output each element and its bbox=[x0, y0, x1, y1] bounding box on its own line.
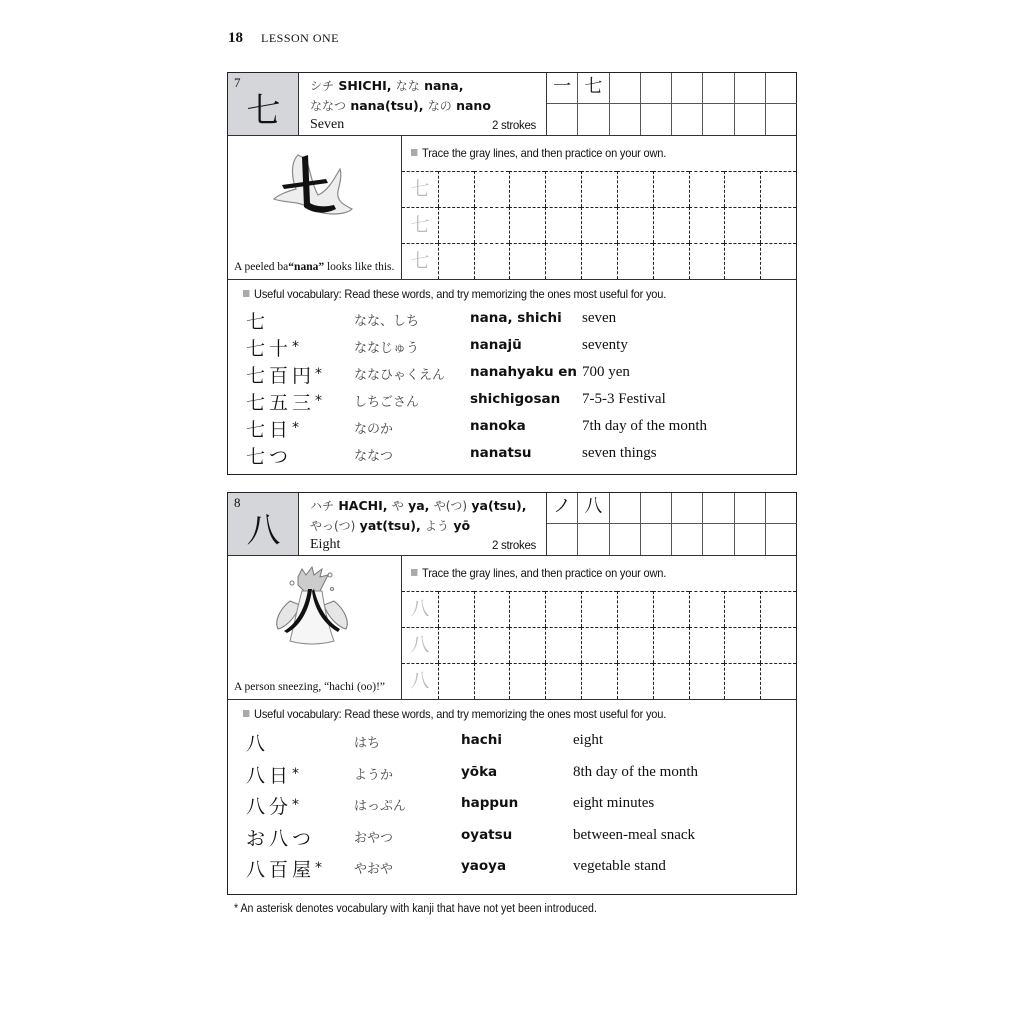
practice-cell[interactable] bbox=[689, 171, 725, 207]
readings bbox=[299, 73, 547, 135]
vocab-kanji-text: 八日 bbox=[246, 764, 293, 787]
practice-cell[interactable] bbox=[760, 207, 796, 243]
trace-cell[interactable]: 七 bbox=[402, 171, 438, 207]
reading-romaji: SHICHI, bbox=[338, 78, 392, 93]
reading-romaji: nana(tsu), bbox=[350, 98, 424, 113]
practice-cell[interactable] bbox=[474, 171, 510, 207]
reading-kana: や bbox=[391, 499, 404, 513]
reading-kana: なな bbox=[395, 79, 420, 93]
stroke-count: 2 strokes bbox=[492, 540, 536, 552]
practice-cell[interactable] bbox=[689, 627, 725, 663]
practice-cell[interactable] bbox=[545, 663, 581, 699]
caption-text: A person sneezing, “hachi (oo)!” bbox=[234, 681, 386, 693]
vocab-instruction bbox=[243, 287, 666, 301]
vocab-kanji-text: 七日 bbox=[246, 419, 293, 441]
stroke-cell bbox=[610, 493, 641, 524]
stroke-cell bbox=[766, 104, 797, 135]
vocab-kanji bbox=[246, 442, 292, 469]
practice-cell[interactable] bbox=[438, 663, 474, 699]
asterisk-mark: * bbox=[292, 765, 300, 782]
practice-cell[interactable] bbox=[760, 663, 796, 699]
kanji-character: 七 bbox=[246, 91, 281, 131]
practice-cell[interactable] bbox=[438, 627, 474, 663]
vocab-kanji bbox=[246, 855, 322, 882]
practice-cell[interactable] bbox=[689, 591, 725, 627]
practice-cell[interactable] bbox=[581, 243, 617, 279]
asterisk-mark: * bbox=[315, 366, 323, 382]
stroke-cell bbox=[547, 104, 578, 135]
instruction-text: Trace the gray lines, and then practice on your own. bbox=[422, 146, 667, 160]
vocab-row bbox=[246, 361, 786, 387]
stroke-cell bbox=[578, 524, 609, 555]
stroke-cell bbox=[672, 104, 703, 135]
stroke-cell bbox=[735, 104, 766, 135]
stroke-count: 2 strokes bbox=[492, 120, 536, 132]
stroke-order-grid bbox=[547, 493, 797, 555]
footnote: * An asterisk denotes vocabulary with kanji that have not yet been introduced. bbox=[234, 903, 597, 915]
vocab-romaji: nanoka bbox=[470, 418, 526, 434]
practice-cell[interactable] bbox=[617, 663, 653, 699]
practice-cell[interactable] bbox=[474, 243, 510, 279]
vocab-romaji: nana, shichi bbox=[470, 310, 562, 326]
bullet-square-icon bbox=[243, 290, 249, 297]
stroke-cell bbox=[578, 104, 609, 135]
practice-cell[interactable] bbox=[581, 171, 617, 207]
practice-cell[interactable] bbox=[724, 243, 760, 279]
vocab-row bbox=[246, 442, 786, 468]
reading-kana: や(つ) bbox=[433, 499, 468, 513]
stroke-cell: 七 bbox=[578, 73, 609, 104]
vocab-kana: しちごさん bbox=[354, 395, 420, 410]
practice-cell[interactable] bbox=[509, 171, 545, 207]
mnemonic-illustration bbox=[228, 135, 402, 279]
kanji-number: 8 bbox=[234, 495, 241, 510]
bullet-square-icon bbox=[411, 569, 417, 576]
kanji-cell bbox=[228, 493, 299, 555]
vocab-english: eight minutes bbox=[573, 795, 655, 811]
stroke-cell bbox=[766, 73, 797, 104]
vocab-kanji-text: 七 bbox=[246, 311, 270, 333]
vocab-kana: ななじゅう bbox=[354, 341, 420, 356]
kanji-character: 八 bbox=[246, 511, 281, 551]
vocab-kanji bbox=[246, 361, 322, 388]
caption-text: A peeled ba bbox=[234, 261, 289, 273]
practice-cell[interactable] bbox=[509, 591, 545, 627]
practice-cell[interactable] bbox=[689, 207, 725, 243]
reading-kana: ななつ bbox=[310, 99, 347, 113]
stroke-cell bbox=[703, 493, 734, 524]
vocab-kana: やおや bbox=[354, 862, 394, 877]
stroke-cell bbox=[641, 524, 672, 555]
practice-area bbox=[402, 135, 796, 279]
vocab-row bbox=[246, 415, 786, 441]
reading-romaji: ya(tsu), bbox=[471, 498, 527, 513]
stroke-cell: 一 bbox=[547, 73, 578, 104]
vocab-romaji: yaoya bbox=[461, 858, 507, 874]
kanji-card-seven bbox=[227, 72, 797, 475]
kanji-card-eight bbox=[227, 492, 797, 895]
stroke-cell bbox=[641, 493, 672, 524]
practice-cell[interactable] bbox=[653, 207, 689, 243]
practice-cell[interactable] bbox=[438, 243, 474, 279]
reading-line bbox=[310, 496, 546, 516]
reading-kana: やっ(つ) bbox=[310, 519, 356, 533]
vocab-english: 7th day of the month bbox=[582, 418, 707, 434]
card-header bbox=[228, 73, 796, 136]
trace-instruction bbox=[411, 146, 666, 160]
vocab-row bbox=[246, 792, 786, 818]
stroke-cell bbox=[641, 104, 672, 135]
vocab-romaji: nanahyaku en bbox=[470, 364, 578, 380]
practice-cell[interactable] bbox=[509, 627, 545, 663]
mnemonic-caption bbox=[234, 260, 395, 274]
vocab-english: 8th day of the month bbox=[573, 763, 698, 780]
practice-section bbox=[228, 135, 796, 280]
reading-romaji: HACHI, bbox=[338, 498, 388, 513]
practice-grid bbox=[402, 591, 796, 699]
practice-cell[interactable] bbox=[581, 663, 617, 699]
vocab-kanji-text: 七百円 bbox=[246, 365, 316, 387]
practice-cell[interactable] bbox=[438, 171, 474, 207]
page-number: 18 bbox=[228, 30, 243, 46]
trace-instruction bbox=[411, 566, 666, 580]
asterisk-mark: * bbox=[292, 339, 300, 355]
stroke-cell bbox=[735, 524, 766, 555]
vocab-kanji-text: 八分 bbox=[246, 796, 293, 818]
stroke-cell: ノ bbox=[547, 493, 578, 524]
practice-cell[interactable] bbox=[438, 207, 474, 243]
vocab-romaji: happun bbox=[461, 795, 519, 811]
trace-cell[interactable]: 八 bbox=[402, 591, 438, 627]
vocab-kanji-text: 八百屋 bbox=[246, 859, 316, 881]
trace-cell[interactable]: 八 bbox=[402, 663, 438, 699]
practice-cell[interactable] bbox=[474, 591, 510, 627]
reading-romaji: ya, bbox=[408, 498, 430, 513]
vocab-kanji bbox=[246, 334, 299, 361]
practice-area bbox=[402, 555, 796, 699]
vocab-kana: ようか bbox=[354, 767, 394, 783]
stroke-cell bbox=[672, 524, 703, 555]
practice-cell[interactable] bbox=[689, 243, 725, 279]
practice-cell[interactable] bbox=[617, 591, 653, 627]
vocab-kana: ななつ bbox=[354, 449, 394, 464]
page-header bbox=[228, 29, 339, 47]
vocab-kanji-text: 八 bbox=[246, 733, 270, 755]
practice-cell[interactable] bbox=[653, 591, 689, 627]
trace-cell[interactable]: 七 bbox=[402, 207, 438, 243]
practice-cell[interactable] bbox=[581, 207, 617, 243]
reading-line bbox=[310, 76, 546, 96]
practice-cell[interactable] bbox=[617, 627, 653, 663]
vocab-romaji: oyatsu bbox=[461, 826, 513, 843]
vocab-english: vegetable stand bbox=[573, 858, 666, 874]
asterisk-mark: * bbox=[315, 860, 323, 876]
practice-cell[interactable] bbox=[581, 627, 617, 663]
practice-cell[interactable] bbox=[545, 627, 581, 663]
practice-cell[interactable] bbox=[438, 591, 474, 627]
practice-cell[interactable] bbox=[724, 171, 760, 207]
practice-cell[interactable] bbox=[617, 243, 653, 279]
vocab-romaji: yōka bbox=[461, 763, 498, 780]
reading-kana: シチ bbox=[310, 79, 335, 93]
practice-cell[interactable] bbox=[760, 243, 796, 279]
reading-romaji: nana, bbox=[424, 78, 464, 93]
trace-cell[interactable]: 七 bbox=[402, 243, 438, 279]
vocab-instruction bbox=[243, 707, 666, 721]
vocab-kana: ななひゃくえん bbox=[354, 368, 446, 383]
stroke-cell bbox=[672, 493, 703, 524]
vocab-row bbox=[246, 388, 786, 414]
stroke-cell bbox=[610, 104, 641, 135]
caption-text: looks like this. bbox=[324, 261, 395, 273]
vocab-row bbox=[246, 855, 786, 881]
practice-cell[interactable] bbox=[653, 663, 689, 699]
practice-cell[interactable] bbox=[724, 591, 760, 627]
bullet-square-icon bbox=[243, 710, 249, 717]
practice-cell[interactable] bbox=[724, 627, 760, 663]
reading-romaji: yō bbox=[453, 518, 471, 533]
vocab-row bbox=[246, 761, 786, 787]
practice-cell[interactable] bbox=[545, 591, 581, 627]
practice-cell[interactable] bbox=[760, 591, 796, 627]
practice-cell[interactable] bbox=[724, 663, 760, 699]
lesson-title: LESSON ONE bbox=[261, 31, 340, 45]
practice-cell[interactable] bbox=[474, 663, 510, 699]
practice-cell[interactable] bbox=[474, 627, 510, 663]
caption-bold: “nana” bbox=[288, 261, 325, 273]
vocab-english: seven bbox=[582, 310, 617, 326]
stroke-cell bbox=[547, 524, 578, 555]
asterisk-mark: * bbox=[315, 393, 323, 409]
vocab-kanji-text: お八つ bbox=[246, 827, 316, 850]
practice-cell[interactable] bbox=[653, 171, 689, 207]
practice-cell[interactable] bbox=[653, 243, 689, 279]
vocab-kanji bbox=[246, 824, 315, 851]
practice-cell[interactable] bbox=[545, 243, 581, 279]
vocab-kanji bbox=[246, 415, 299, 442]
vocab-kanji-text: 七つ bbox=[246, 446, 293, 468]
asterisk-mark: * bbox=[292, 420, 300, 436]
bullet-square-icon bbox=[411, 149, 417, 156]
vocab-kana: はち bbox=[354, 736, 381, 751]
stroke-cell bbox=[641, 73, 672, 104]
practice-grid bbox=[402, 171, 796, 279]
vocab-english: 700 yen bbox=[582, 364, 630, 380]
card-header bbox=[228, 493, 796, 556]
banana-illustration-icon bbox=[268, 145, 358, 225]
stroke-cell bbox=[610, 524, 641, 555]
vocab-kanji-text: 七十 bbox=[246, 338, 293, 360]
reading-kana: なの bbox=[427, 99, 452, 113]
vocab-kana: なな、しち bbox=[354, 314, 420, 329]
instruction-text: Useful vocabulary: Read these words, and try memorizing the ones most useful for you. bbox=[254, 707, 667, 721]
vocab-row bbox=[246, 334, 786, 360]
vocab-english: eight bbox=[573, 732, 603, 748]
reading-line bbox=[310, 516, 546, 536]
practice-cell[interactable] bbox=[474, 207, 510, 243]
kanji-meaning: Seven bbox=[310, 117, 345, 132]
mnemonic-illustration bbox=[228, 555, 402, 699]
vocab-row bbox=[246, 307, 786, 333]
vocab-english: 7-5-3 Festival bbox=[582, 391, 666, 407]
vocab-kana: はっぷん bbox=[354, 799, 407, 814]
reading-romaji: nano bbox=[456, 98, 491, 113]
stroke-cell bbox=[735, 73, 766, 104]
vocab-romaji: nanatsu bbox=[470, 445, 532, 461]
vocab-kanji bbox=[246, 307, 269, 334]
vocab-kanji-text: 七五三 bbox=[246, 392, 316, 414]
vocab-romaji: shichigosan bbox=[470, 391, 561, 407]
practice-cell[interactable] bbox=[509, 207, 545, 243]
vocab-kanji bbox=[246, 388, 322, 415]
stroke-cell bbox=[703, 524, 734, 555]
practice-cell[interactable] bbox=[724, 207, 760, 243]
practice-section bbox=[228, 555, 796, 700]
vocab-romaji: nanajū bbox=[470, 337, 522, 353]
vocab-english: seventy bbox=[582, 337, 628, 353]
mnemonic-caption bbox=[234, 680, 395, 694]
trace-cell[interactable]: 八 bbox=[402, 627, 438, 663]
reading-romaji: yat(tsu), bbox=[359, 518, 421, 533]
vocab-kanji bbox=[246, 792, 299, 819]
readings bbox=[299, 493, 547, 555]
practice-cell[interactable] bbox=[545, 171, 581, 207]
practice-cell[interactable] bbox=[760, 627, 796, 663]
vocab-english: between-meal snack bbox=[573, 826, 696, 843]
practice-cell[interactable] bbox=[617, 171, 653, 207]
stroke-cell: 八 bbox=[578, 493, 609, 524]
stroke-order-grid bbox=[547, 73, 797, 135]
kanji-meaning: Eight bbox=[310, 537, 341, 552]
practice-cell[interactable] bbox=[581, 591, 617, 627]
vocab-kana: おやつ bbox=[354, 830, 394, 846]
kanji-cell bbox=[228, 73, 299, 135]
practice-cell[interactable] bbox=[509, 663, 545, 699]
instruction-text: Trace the gray lines, and then practice on your own. bbox=[422, 566, 667, 580]
stroke-cell bbox=[703, 73, 734, 104]
vocab-english: seven things bbox=[582, 445, 657, 461]
reading-kana: よう bbox=[425, 519, 450, 533]
stroke-cell bbox=[766, 493, 797, 524]
vocab-kanji bbox=[246, 729, 269, 756]
vocab-kanji bbox=[246, 761, 299, 788]
stroke-cell bbox=[735, 493, 766, 524]
asterisk-mark: * bbox=[292, 797, 300, 813]
vocab-row bbox=[246, 729, 786, 755]
practice-cell[interactable] bbox=[689, 663, 725, 699]
vocab-kana: なのか bbox=[354, 422, 394, 437]
practice-cell[interactable] bbox=[653, 627, 689, 663]
vocab-row bbox=[246, 824, 786, 850]
practice-cell[interactable] bbox=[760, 171, 796, 207]
reading-kana: ハチ bbox=[310, 499, 335, 513]
practice-cell[interactable] bbox=[545, 207, 581, 243]
sneezing-person-illustration-icon bbox=[268, 565, 358, 650]
practice-cell[interactable] bbox=[509, 243, 545, 279]
instruction-text: Useful vocabulary: Read these words, and try memorizing the ones most useful for you. bbox=[254, 287, 667, 301]
vocab-romaji: hachi bbox=[461, 732, 502, 748]
stroke-cell bbox=[703, 104, 734, 135]
stroke-cell bbox=[610, 73, 641, 104]
stroke-cell bbox=[672, 73, 703, 104]
stroke-cell bbox=[766, 524, 797, 555]
practice-cell[interactable] bbox=[617, 207, 653, 243]
kanji-number: 7 bbox=[234, 75, 241, 90]
reading-line bbox=[310, 96, 546, 116]
